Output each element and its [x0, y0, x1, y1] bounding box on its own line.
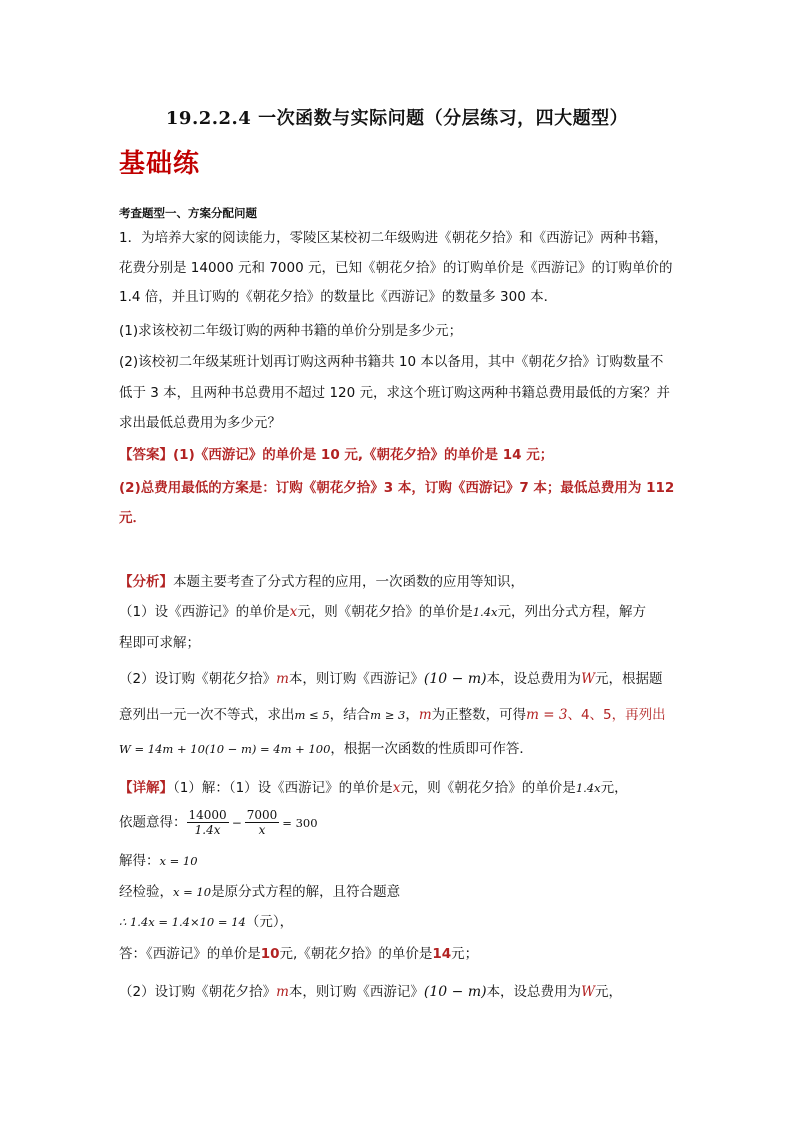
math-calc: ∴ 1.4x = 1.4×10 = 14 — [119, 915, 246, 929]
answer-part-1: (1)《西游记》的单价是 10 元,《朝花夕拾》的单价是 14 元； — [173, 447, 554, 463]
question-part-2-line-3: 求出最低总费用为多少元？ — [119, 415, 281, 431]
math-x-eq-10: x = 10 — [159, 854, 198, 868]
fraction-14000: $\frac{14000}{1.4x}$ — [188, 808, 227, 837]
answer-line-1 — [119, 446, 553, 464]
question-line-3: 1.4 倍，并且订购的《朝花夕拾》的数量比《西游记》的数量多 300 本． — [119, 289, 558, 305]
detail-line-1: 【详解】（1）解：（1）设《西游记》的单价是x元，则《朝花夕拾》的单价是1.4x元， — [119, 780, 628, 796]
math-m: m — [276, 671, 289, 687]
analysis-part-1-line-2: 程即可求解； — [119, 635, 200, 651]
detail-part-2-line-1: （2）设订购《朝花夕拾》m本，则订购《西游记》(10 − m)本，设总费用为W元， — [119, 984, 622, 1000]
section-title: 基础练 — [119, 149, 201, 179]
question-line-2: 花费分别是 14000 元和 7000 元，已知《朝花夕拾》的订购单价是《西游记》的订购单价的 — [119, 260, 673, 276]
math-m-ge-3: m ≥ 3 — [370, 708, 406, 722]
page-title: 19.2.2.4 一次函数与实际问题（分层练习，四大题型） — [165, 108, 629, 129]
math-x: x — [289, 604, 298, 620]
math-10-minus-m: (10 − m) — [423, 671, 487, 687]
fraction-7000: $\frac{7000}{x}$ — [246, 808, 278, 837]
question-line-1: 1．为培养大家的阅读能力，零陵区某校初二年级购进《朝花夕拾》和《西游记》两种书籍， — [119, 230, 668, 246]
question-part-2-line-2: 低于 3 本，且两种书总费用不超过 120 元，求这个班订购这两种书籍总费用最低的方案？并 — [119, 385, 671, 401]
analysis-part-2-line-3: W = 14m + 10(10 − m) = 4m + 100，根据一次函数的性质即可作答． — [119, 741, 533, 757]
analysis-intro: 【分析】本题主要考查了分式方程的应用，一次函数的应用等知识， — [119, 574, 524, 590]
math-w-expression: W = 14m + 10(10 − m) = 4m + 100 — [119, 742, 331, 756]
analysis-tag: 【分析】 — [119, 574, 173, 590]
analysis-part-1-line-1: （1）设《西游记》的单价是x元，则《朝花夕拾》的单价是1.4x元，列出分式方程，解方 — [119, 604, 646, 620]
detail-solve: 解得：x = 10 — [119, 853, 198, 869]
math-m-le-5: m ≤ 5 — [294, 708, 330, 722]
detail-tag: 【详解】 — [119, 780, 173, 796]
detail-equation: 依题意得： $\frac{14000}{1.4x}$ − $\frac{7000}{x}$ = 300 — [119, 808, 318, 837]
math-m-eq-3: m = 3 — [526, 707, 568, 723]
detail-answer: 答：《西游记》的单价是10元,《朝花夕拾》的单价是14元； — [119, 946, 479, 962]
detail-check: 经检验，x = 10是原分式方程的解，且符合题意 — [119, 884, 401, 900]
answer-part-2-line-2: 元． — [119, 510, 146, 526]
math-w: W — [581, 671, 595, 687]
question-part-1: (1)求该校初二年级订购的两种书籍的单价分别是多少元； — [119, 323, 463, 339]
question-type-heading: 考查题型一、方案分配问题 — [119, 206, 257, 220]
answer-part-2-line-1: (2)总费用最低的方案是：订购《朝花夕拾》3 本，订购《西游记》7 本；最低总费用为 112 — [119, 480, 675, 496]
math-1-4x: 1.4x — [472, 605, 498, 619]
question-part-2-line-1: (2)该校初二年级某班计划再订购这两种书籍共 10 本以备用，其中《朝花夕拾》订购数量不 — [119, 354, 664, 370]
analysis-part-2-line-1: （2）设订购《朝花夕拾》m本，则订购《西游记》(10 − m)本，设总费用为W元，根据题 — [119, 671, 663, 687]
detail-calc: ∴ 1.4x = 1.4×10 = 14（元）， — [119, 914, 294, 930]
answer-tag: 【答案】 — [119, 447, 173, 463]
analysis-part-2-line-2: 意列出一元一次不等式，求出m ≤ 5，结合m ≥ 3，m为正整数，可得m = 3、4、5，再列出 — [119, 707, 666, 723]
